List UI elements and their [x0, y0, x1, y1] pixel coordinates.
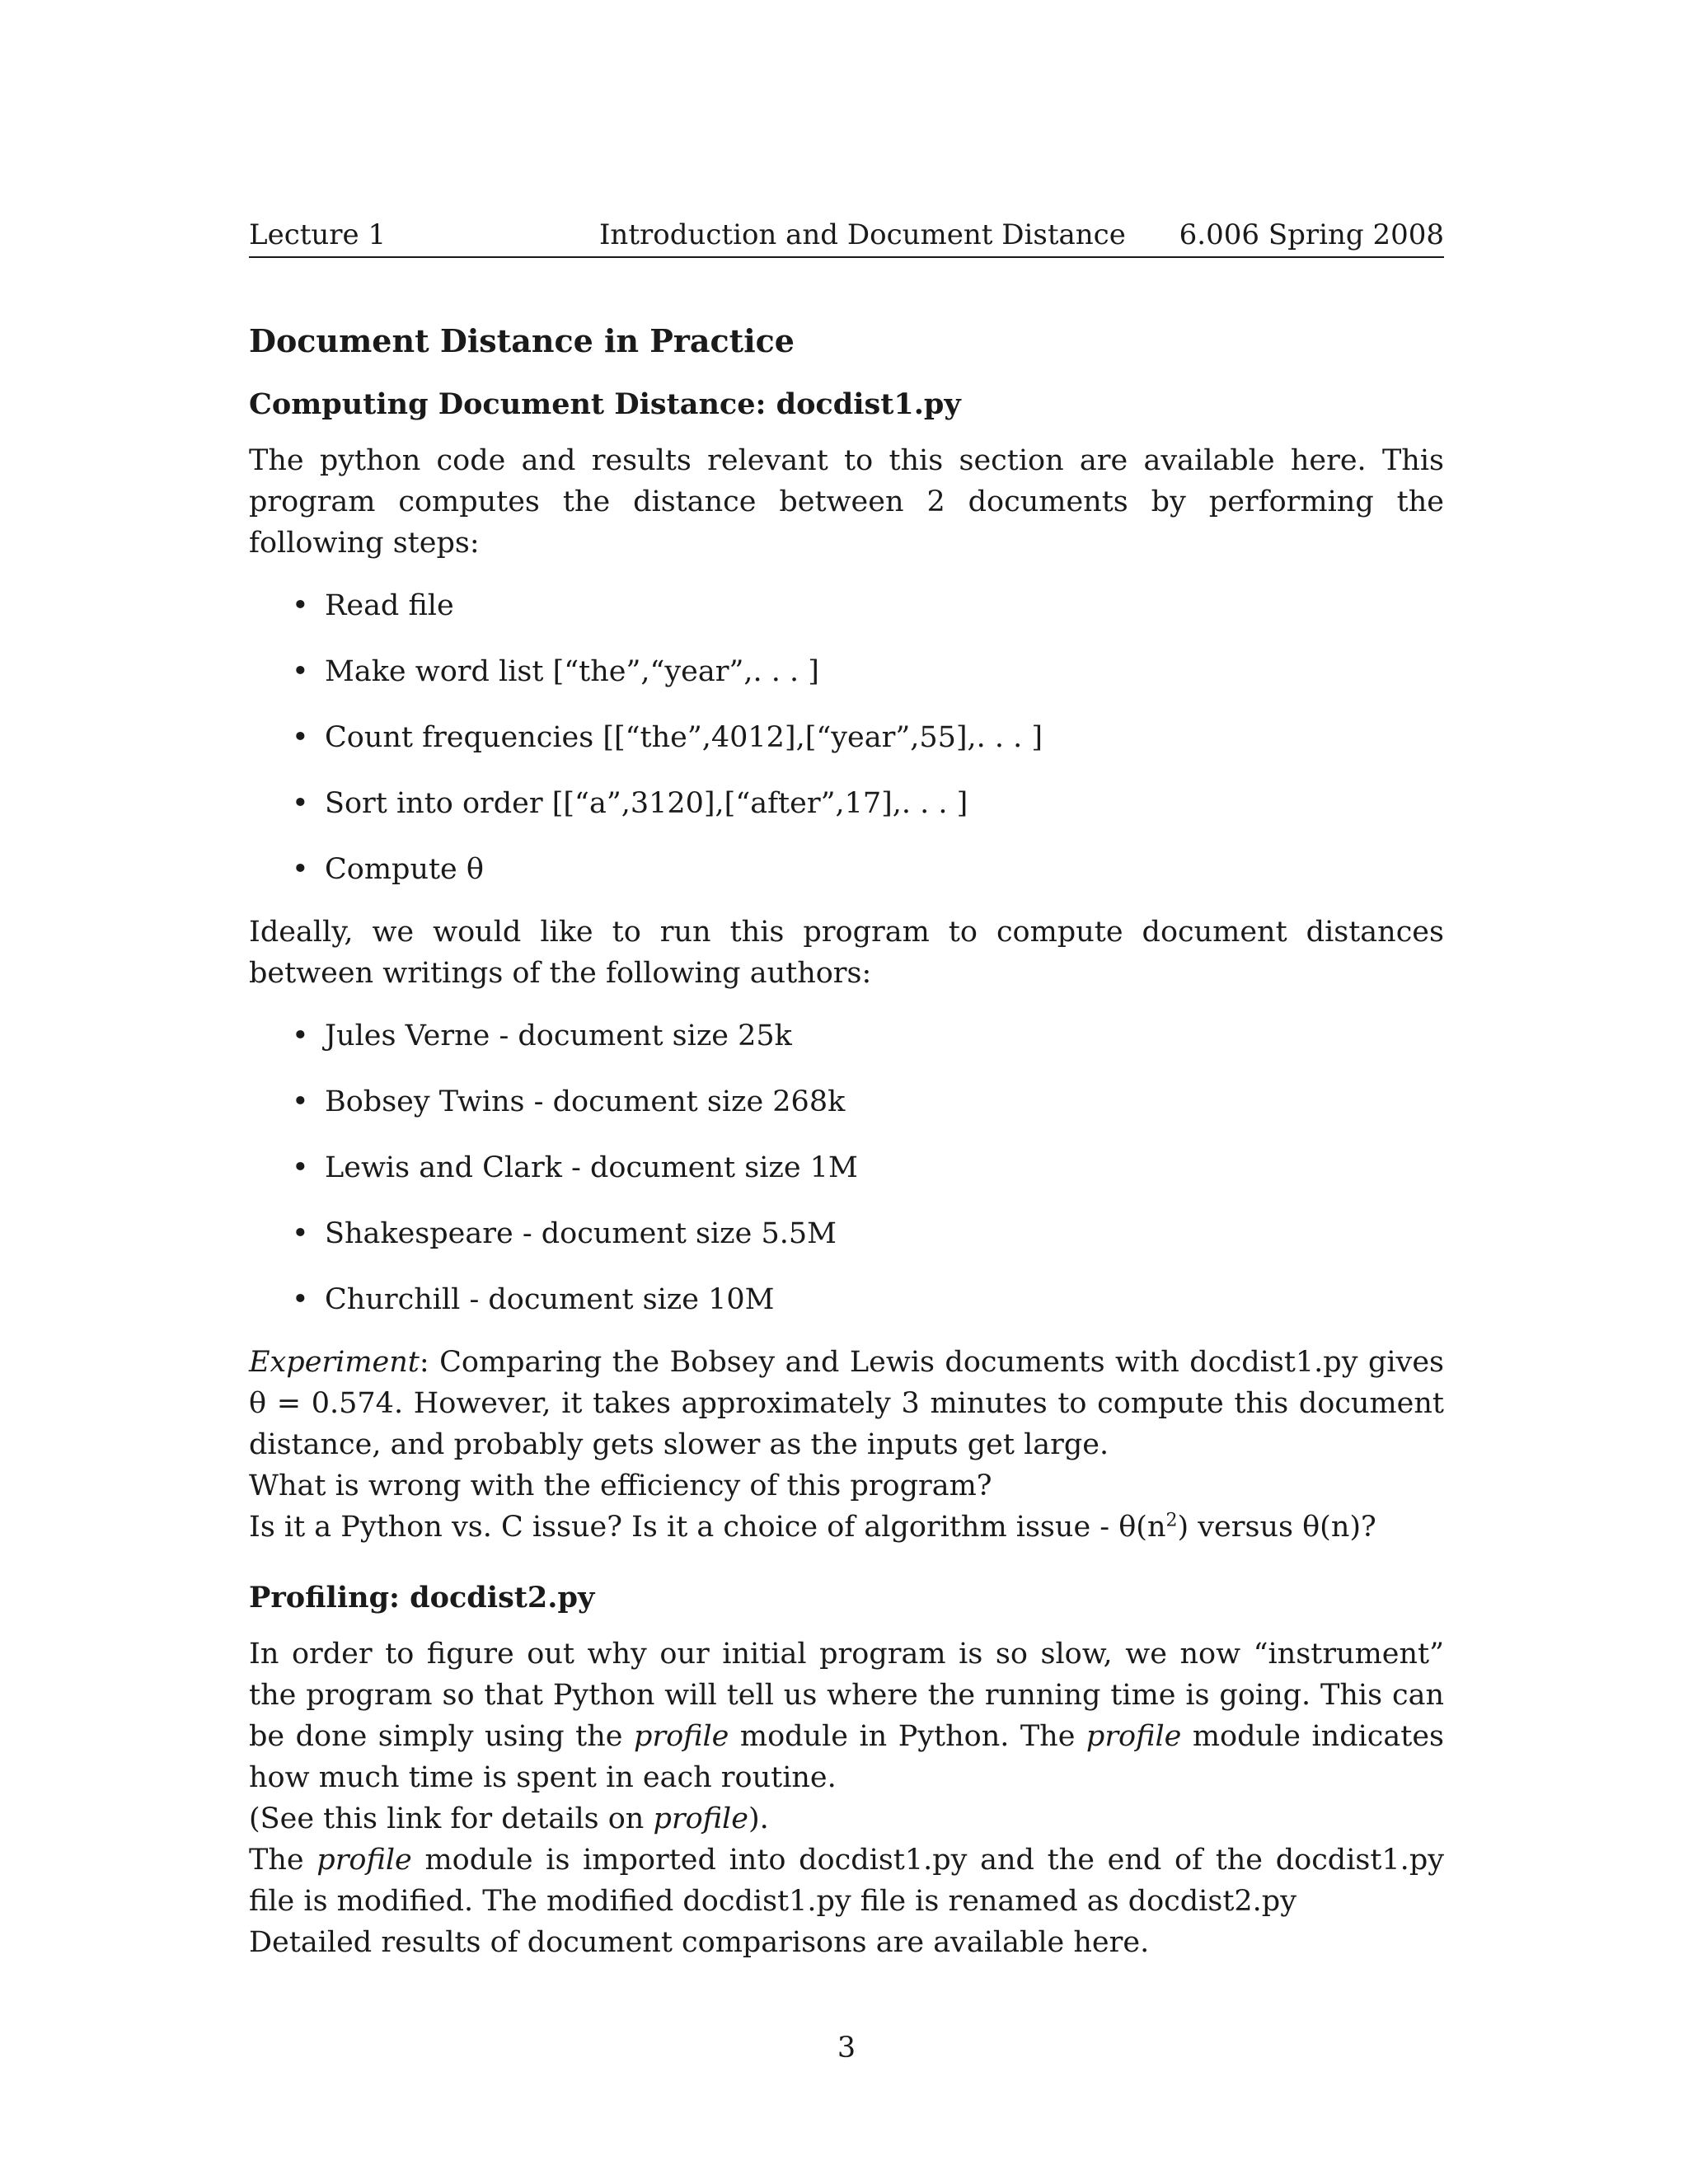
- profile-link-text-c: ).: [748, 1802, 769, 1835]
- intro-paragraph: The python code and results relevant to this section are available here. This program computes the distance between 2 documents by performing the following steps:: [249, 444, 1444, 560]
- list-item: • Bobsey Twins - document size 268k: [292, 1081, 1444, 1122]
- question-1: What is wrong with the efficiency of this program?: [249, 1469, 992, 1502]
- list-item: • Make word list [“the”,“year”,. . . ]: [292, 651, 1444, 692]
- experiment-label: Experiment: [249, 1346, 420, 1379]
- list-item: • Lewis and Clark - document size 1M: [292, 1147, 1444, 1188]
- authors-list: [249, 1015, 1444, 1320]
- profile-link-line: [249, 1798, 1444, 1840]
- header-course: 6.006 Spring 2008: [1179, 218, 1444, 251]
- profile-link-text-a: (See this link for details on: [249, 1802, 654, 1835]
- import-text-a: The: [249, 1844, 317, 1877]
- profile-term: profile: [316, 1844, 412, 1877]
- steps-list: [249, 585, 1444, 890]
- profiling-text-a: In order to figure out why our initial program is so slow, we now “instrument” the program so that Python will tell us where the running time is going. This can be done simply using the: [249, 1638, 1444, 1753]
- import-text-c: module is imported into docdist1.py and the end of the docdist1.py file is modified. The modified docdist1.py file is renamed as docdist2.py: [249, 1844, 1444, 1918]
- profile-term: profile: [653, 1802, 748, 1835]
- subsection-title-profiling: Profiling: docdist2.py: [249, 1581, 595, 1615]
- experiment-text: : Comparing the Bobsey and Lewis documents with docdist1.py gives θ = 0.574. However, it takes approximately 3 minutes to compute this document distance, and probably gets slower as the inputs get large.: [249, 1346, 1444, 1461]
- running-header: [249, 217, 1444, 258]
- list-item: • Shakespeare - document size 5.5M: [292, 1213, 1444, 1254]
- subsection-title-docdist1: Computing Document Distance: docdist1.py: [249, 387, 961, 421]
- page-number: 3: [837, 2032, 856, 2064]
- header-title: Introduction and Document Distance: [599, 218, 1126, 251]
- main-content: [249, 318, 1444, 1963]
- list-item: • Read file: [292, 585, 1444, 626]
- profiling-text-c: module in Python. The: [729, 1720, 1086, 1753]
- list-item: • Count frequencies [[“the”,4012],[“year”,55],. . . ]: [292, 717, 1444, 758]
- profile-term: profile: [633, 1720, 729, 1753]
- profiling-text-e: module indicates how much time is spent in each routine.: [249, 1720, 1445, 1794]
- experiment-paragraph: [249, 1342, 1444, 1465]
- profiling-paragraph: [249, 1633, 1444, 1798]
- page: [249, 0, 1444, 2184]
- question-2: [249, 1507, 1444, 1548]
- list-item: • Jules Verne - document size 25k: [292, 1015, 1444, 1057]
- profile-term: profile: [1085, 1720, 1182, 1753]
- header-lecture: Lecture 1: [249, 218, 387, 251]
- question-2-part-b: ) versus θ(n)?: [1177, 1511, 1376, 1544]
- list-item: • Compute θ: [292, 849, 1444, 890]
- results-line: Detailed results of document comparisons are available here.: [249, 1926, 1150, 1959]
- list-item: • Churchill - document size 10M: [292, 1279, 1444, 1320]
- question-2-exponent: 2: [1165, 1510, 1178, 1531]
- section-title: Document Distance in Practice: [249, 322, 795, 359]
- module-import-paragraph: [249, 1840, 1444, 1922]
- question-2-part-a: Is it a Python vs. C issue? Is it a choice of algorithm issue - θ(n: [249, 1511, 1166, 1544]
- list-item: • Sort into order [[“a”,3120],[“after”,17],. . . ]: [292, 783, 1444, 824]
- authors-intro-paragraph: Ideally, we would like to run this program to compute document distances between writings of the following authors:: [249, 916, 1444, 990]
